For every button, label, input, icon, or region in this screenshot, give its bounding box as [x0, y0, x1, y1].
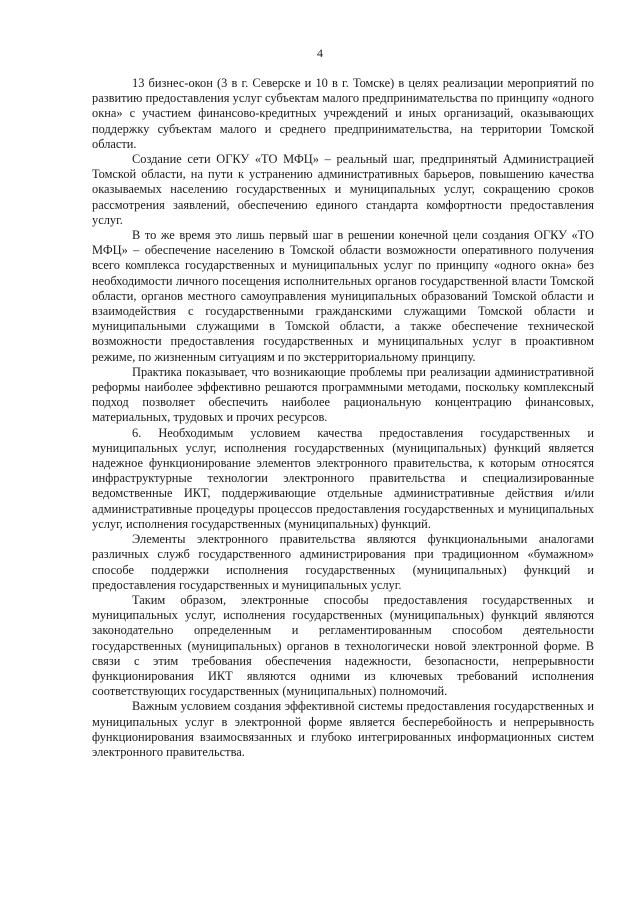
paragraph-7: Таким образом, электронные способы предоставления государственных и муниципальных услуг, исполнения государственных (муниципальных) функций являются законодательно определенным и регламентированным способом деятельности государственных (муниципальных) органов в технологически новой электронной форме. В связи с этим требования обеспечения надежности, безопасности, непрерывности функционирования ИКТ являются одними из ключевых требований исполнения соответствующих государственных (муниципальных) полномочий. [92, 592, 594, 699]
paragraph-8: Важным условием создания эффективной системы предоставления государственных и муниципальных услуг в электронной форме является бесперебойность и непрерывность функционирования взаимосвязанных и глубоко интегрированных информационных систем электронного правительства. [92, 699, 594, 759]
paragraph-1: 13 бизнес-окон (3 в г. Северске и 10 в г. Томске) в целях реализации мероприятий по развитию предоставления услуг субъектам малого предпринимательства по принципу «одного окна» с участием финансово-кредитных учреждений и иных организаций, оказывающих поддержку субъектам малого и среднего предпринимательства, на территории Томской области. [92, 76, 594, 151]
paragraph-2: Создание сети ОГКУ «ТО МФЦ» – реальный шаг, предпринятый Администрацией Томской области, на пути к устранению административных барьеров, повышению качества оказываемых населению государственных и муниципальных услуг, сокращению сроков рассмотрения заявлений, обеспечению единого стандарта комфортности предоставления услуг. [92, 152, 594, 227]
paragraph-5: 6. Необходимым условием качества предоставления государственных и муниципальных услуг, исполнения государственных (муниципальных) функций является надежное функционирование элементов электронного правительства, к которым относятся инфраструктурные технологии электронного правительства и специализированные ведомственные ИКТ, поддерживающие отдельные административные действия и/или административные процедуры процессов предоставления государственных и муниципальных услуг, исполнения государственных (муниципальных) функций. [92, 425, 594, 531]
document-body [92, 76, 594, 760]
paragraph-4: Практика показывает, что возникающие проблемы при реализации административной реформы наиболее эффективно решаются программными методами, поскольку комплексный подход позволяет обеспечить наиболее рациональную концентрацию финансовых, материальных, трудовых и прочих ресурсов. [92, 364, 594, 425]
paragraph-3: В то же время это лишь первый шаг в решении конечной цели создания ОГКУ «ТО МФЦ» – обеспечение населению в Томской области возможности оперативного получения всего комплекса государственных и муниципальных услуг по принципу «одного окна» без необходимости личного посещения исполнительных органов государственной власти Томской области, органов местного самоуправления муниципальных образований Томской области и взаимодействия с государственными гражданскими служащими Томской области и муниципальными служащими в Томской области, а также обеспечение технической возможности предоставления государственных и муниципальных услуг в проактивном режиме, по жизненным ситуациям и по экстерриториальному принципу. [92, 228, 594, 364]
paragraph-6: Элементы электронного правительства являются функциональными аналогами различных служб государственного администрирования при традиционном «бумажном» способе поддержки исполнения государственных (муниципальных) функций и предоставления государственных и муниципальных услуг. [92, 532, 594, 592]
page-number: 4 [317, 46, 323, 60]
